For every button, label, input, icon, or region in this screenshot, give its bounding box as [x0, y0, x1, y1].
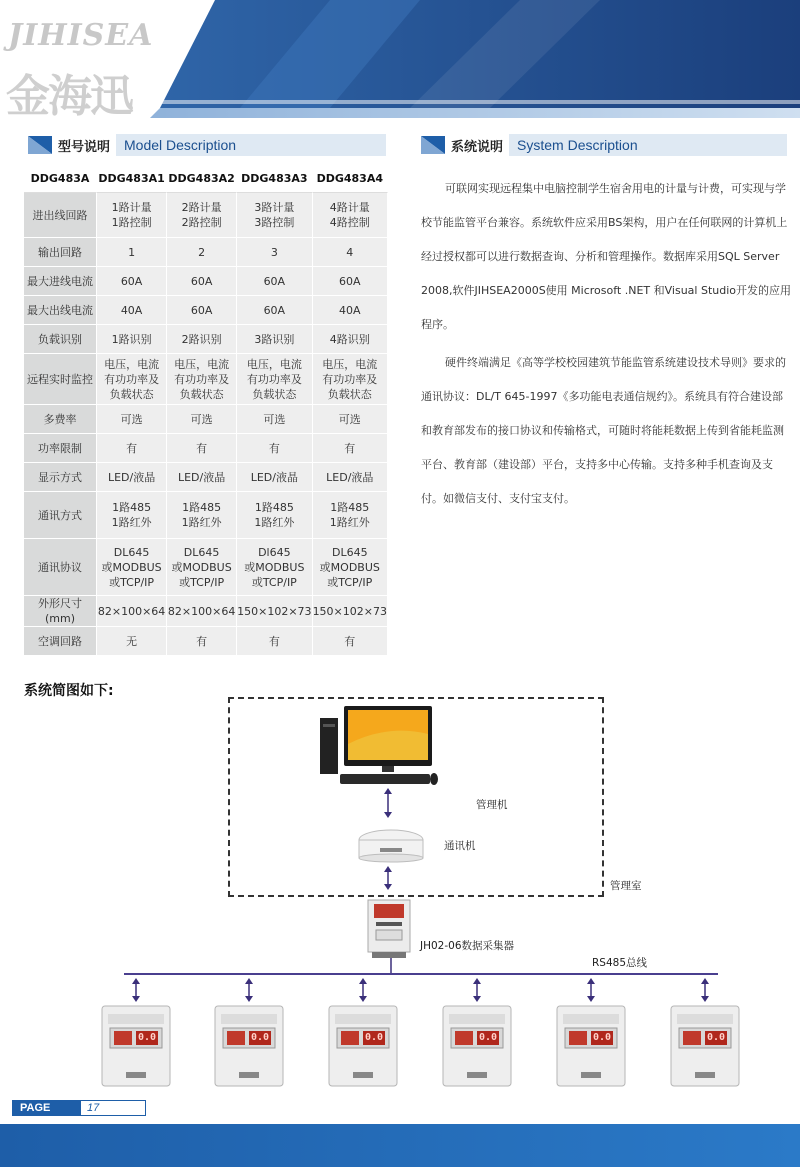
meter-display-value: 0.0	[479, 1032, 498, 1043]
table-cell: 有	[167, 434, 237, 463]
table-cell: 有	[313, 434, 388, 463]
collector-bus-link	[386, 958, 396, 974]
table-body	[24, 193, 388, 656]
page-label: PAGE	[12, 1100, 80, 1116]
table-cell: DL645 或MODBUS 或TCP/IP	[97, 539, 167, 596]
table-cell: 4路计量 4路控制	[313, 193, 388, 238]
table-row-label: 最大进线电流	[24, 267, 97, 296]
meter-display-value: 0.0	[138, 1032, 157, 1043]
brand-chinese: 金海迅	[6, 71, 132, 122]
meter-body	[669, 1004, 741, 1088]
section-triangle-icon	[421, 136, 445, 154]
page-header	[0, 0, 800, 122]
meter-body	[327, 1004, 399, 1088]
table-cell: 电压，电流 有功功率及 负载状态	[167, 354, 237, 405]
table-row-label: 远程实时监控	[24, 354, 97, 405]
table-cell: 可选	[97, 405, 167, 434]
table-row-label: 空调回路	[24, 627, 97, 656]
table-cell: 82×100×64	[167, 596, 237, 627]
table-row	[24, 325, 388, 354]
table-row-label: 显示方式	[24, 463, 97, 492]
label-collector: JH02-06数据采集器	[420, 940, 515, 952]
meter-display-value: 0.0	[707, 1032, 726, 1043]
table-row	[24, 492, 388, 539]
table-header-row	[24, 164, 388, 193]
table-row	[24, 296, 388, 325]
table-row	[24, 434, 388, 463]
table-cell: Dl645 或MODBUS 或TCP/IP	[237, 539, 312, 596]
table-cell: 60A	[237, 296, 312, 325]
table-row-label: 通讯方式	[24, 492, 97, 539]
table-header-cell: DDG483A4	[313, 164, 388, 193]
table-cell: 1	[97, 238, 167, 267]
rs485-bus-line	[124, 973, 718, 975]
table-cell: 电压，电流 有功功率及 负载状态	[97, 354, 167, 405]
system-section-heading	[421, 134, 787, 156]
table-row-label: 负载识别	[24, 325, 97, 354]
table-cell: DL645 或MODBUS 或TCP/IP	[167, 539, 237, 596]
table-cell: 1路485 1路红外	[97, 492, 167, 539]
model-section-heading	[28, 134, 386, 156]
electric-meter-icon	[327, 1004, 399, 1088]
meter-arrow	[357, 978, 369, 1002]
table-header-cell: DDG483A	[24, 164, 97, 193]
label-management-room: 管理室	[610, 880, 642, 892]
table-row-label: 通讯协议	[24, 539, 97, 596]
table-row	[24, 354, 388, 405]
table-header-cell: DDG483A3	[237, 164, 312, 193]
table-cell: 1路计量 1路控制	[97, 193, 167, 238]
table-cell: 4	[313, 238, 388, 267]
meter-body	[441, 1004, 513, 1088]
page-indicator	[12, 1100, 146, 1116]
meter-body	[100, 1004, 172, 1088]
table-cell: 有	[167, 627, 237, 656]
meter-arrow	[130, 978, 142, 1002]
table-row-label: 外形尺寸(mm)	[24, 596, 97, 627]
page-number: 17	[80, 1100, 146, 1116]
system-section-title-cn: 系统说明	[451, 139, 504, 155]
table-cell: 电压，电流 有功功率及 负载状态	[313, 354, 388, 405]
table-cell: 150×102×73	[313, 596, 388, 627]
table-row-label: 多费率	[24, 405, 97, 434]
table-cell: 有	[237, 627, 312, 656]
label-rs485-bus: RS485总线	[592, 957, 648, 969]
table-cell: 可选	[237, 405, 312, 434]
table-row	[24, 405, 388, 434]
electric-meter-icon	[213, 1004, 285, 1088]
footer-band	[0, 1124, 800, 1167]
meter-body	[213, 1004, 285, 1088]
diagram-title: 系统简图如下:	[24, 683, 114, 699]
table-cell: 1路识别	[97, 325, 167, 354]
table-cell: LED/液晶	[237, 463, 312, 492]
table-cell: 1路485 1路红外	[313, 492, 388, 539]
table-row	[24, 193, 388, 238]
table-row	[24, 463, 388, 492]
meter-arrow	[585, 978, 597, 1002]
arrow-router-collector	[382, 866, 394, 890]
electric-meter-icon	[441, 1004, 513, 1088]
table-row	[24, 627, 388, 656]
computer-icon	[318, 704, 438, 786]
brand-english: JIHISEA	[8, 18, 154, 53]
table-row	[24, 596, 388, 627]
electric-meter-icon	[100, 1004, 172, 1088]
table-cell: 2路计量 2路控制	[167, 193, 237, 238]
table-cell: LED/液晶	[313, 463, 388, 492]
table-header-cell: DDG483A1	[97, 164, 167, 193]
table-cell: 有	[97, 434, 167, 463]
label-router: 通讯机	[444, 840, 476, 852]
meter-body	[555, 1004, 627, 1088]
arrow-pc-router	[382, 788, 394, 818]
system-paragraph-1: 可联网实现远程集中电脑控制学生宿舍用电的计量与计费，可实现与学校节能监管平台兼容。系统软件应采用BS架构，用户在任何联网的计算机上经过授权都可以进行数据查询、分析和管理操作。数据库采用SQL Server 2008,软件JIHSEA2000S使用 Microsoft .NET 和Visual Studio开发的应用程序。	[421, 182, 791, 331]
table-cell: 60A	[167, 267, 237, 296]
meter-arrow	[699, 978, 711, 1002]
system-description-text	[421, 172, 793, 516]
table-cell: LED/液晶	[167, 463, 237, 492]
table-cell: 1路485 1路红外	[167, 492, 237, 539]
meter-display-value: 0.0	[593, 1032, 612, 1043]
model-section-title-cn: 型号说明	[58, 139, 111, 155]
table-cell: 82×100×64	[97, 596, 167, 627]
system-section-title-en: System Description	[509, 134, 787, 156]
meter-arrow	[243, 978, 255, 1002]
router-icon	[356, 826, 426, 864]
table-cell: LED/液晶	[97, 463, 167, 492]
table-cell: 3路计量 3路控制	[237, 193, 312, 238]
table-cell: 60A	[97, 267, 167, 296]
table-row	[24, 539, 388, 596]
table-cell: 150×102×73	[237, 596, 312, 627]
model-table	[24, 164, 388, 656]
table-cell: 有	[237, 434, 312, 463]
table-cell: 2	[167, 238, 237, 267]
table-row-label: 输出回路	[24, 238, 97, 267]
table-cell: 60A	[313, 267, 388, 296]
table-header-cell: DDG483A2	[167, 164, 237, 193]
system-paragraph-2: 硬件终端满足《高等学校校园建筑节能监管系统建设技术导则》要求的通讯协议：DL/T 645-1997《多功能电表通信规约》。系统具有符合建设部和教育部发布的接口协议和传输格式，可随时将能耗数据上传到省能耗监测平台、教育部（建设部）平台，支持多中心传输。支持多种手机查询及支付。如微信支付、支付宝支付。	[421, 356, 786, 505]
meter-display-value: 0.0	[365, 1032, 384, 1043]
label-pc: 管理机	[476, 799, 508, 811]
table-row	[24, 267, 388, 296]
table-row-label: 最大出线电流	[24, 296, 97, 325]
model-section-title-en: Model Description	[116, 134, 386, 156]
data-collector-icon	[366, 898, 412, 960]
table-cell: 60A	[237, 267, 312, 296]
table-cell: 可选	[313, 405, 388, 434]
table-cell: 3	[237, 238, 312, 267]
table-cell: 有	[313, 627, 388, 656]
meter-arrow	[471, 978, 483, 1002]
table-cell: 可选	[167, 405, 237, 434]
table-cell: 4路识别	[313, 325, 388, 354]
table-cell: 电压，电流 有功功率及 负载状态	[237, 354, 312, 405]
table-row	[24, 238, 388, 267]
table-row-label: 功率限制	[24, 434, 97, 463]
table-cell: DL645 或MODBUS 或TCP/IP	[313, 539, 388, 596]
meter-display-value: 0.0	[251, 1032, 270, 1043]
table-cell: 无	[97, 627, 167, 656]
electric-meter-icon	[555, 1004, 627, 1088]
table-row-label: 进出线回路	[24, 193, 97, 238]
section-triangle-icon	[28, 136, 52, 154]
electric-meter-icon	[669, 1004, 741, 1088]
table-cell: 40A	[97, 296, 167, 325]
table-cell: 2路识别	[167, 325, 237, 354]
table-cell: 60A	[167, 296, 237, 325]
table-cell: 40A	[313, 296, 388, 325]
table-cell: 3路识别	[237, 325, 312, 354]
table-cell: 1路485 1路红外	[237, 492, 312, 539]
